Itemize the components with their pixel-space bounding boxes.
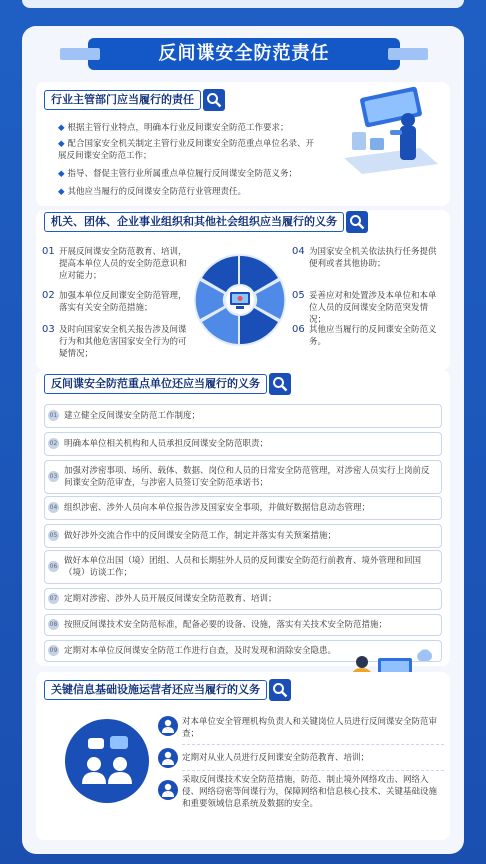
section-1-item: ◆ 其他应当履行的反间谍安全防范行业管理责任。 bbox=[58, 187, 247, 197]
section-3-heading bbox=[44, 374, 291, 394]
magnifier-icon bbox=[203, 89, 225, 111]
section-4-item: 定期对从业人员进行反间谍安全防范教育、培训； bbox=[182, 753, 370, 763]
duty-row: 06 做好本单位出国（境）团组、人员和长期驻外人员的反间谍安全防范行前教育、境外管理和回国（境）访谈工作； bbox=[44, 550, 442, 584]
duty-item: 06 其他应当履行的反间谍安全防范义务。 bbox=[292, 324, 437, 347]
duty-row: 04 组织涉密、涉外人员向本单位报告涉及国家安全事项，并做好数据信息动态管理； bbox=[44, 496, 442, 520]
top-card-edge bbox=[22, 0, 464, 8]
divider bbox=[182, 744, 444, 745]
robot-guard-screen-icon bbox=[342, 86, 442, 176]
magnifier-icon bbox=[346, 211, 368, 233]
duty-item: 03 及时向国家安全机关报告涉及间谍行为和其他危害国家安全行为的可疑情况； bbox=[42, 324, 187, 359]
duty-row: 08 按照反间谍技术安全防范标准，配备必要的设备、设施，落实有关技术安全防范措施； bbox=[44, 614, 442, 636]
people-meeting-icon bbox=[64, 718, 150, 804]
person-icon bbox=[158, 748, 178, 768]
duty-row: 05 做好涉外交流合作中的反间谍安全防范工作，制定并落实有关预案措施； bbox=[44, 524, 442, 548]
section-1-item: ◆ 配合国家安全机关制定主管行业反间谍安全防范重点单位名录、开展反间谍安全防范工作； bbox=[58, 139, 315, 161]
duty-row: 01 建立健全反间谍安全防范工作制度； bbox=[44, 404, 442, 428]
magnifier-icon bbox=[269, 373, 291, 395]
section-4-item: 采取反间谍技术安全防范措施，防范、制止境外网络攻击、网络入侵、网络窃密等间谍行为，保障网络和信息核心技术、关键基础设施和重要领域信息系统及数据的安全。 bbox=[182, 775, 438, 809]
duty-row: 09 定期对本单位反间谍安全防范工作进行自查，及时发现和消除安全隐患。 bbox=[44, 640, 442, 662]
security-wheel-icon bbox=[192, 252, 288, 348]
section-1-heading bbox=[44, 90, 225, 110]
duty-row: 03 加强对涉密事项、场所、载体、数据、岗位和人员的日常安全防范管理，对涉密人员实行上岗前反间谍安全防范审查，与涉密人员签订安全防范承诺书； bbox=[44, 460, 442, 494]
section-1-item: ◆ 根据主管行业特点，明确本行业反间谍安全防范工作要求； bbox=[58, 123, 289, 133]
section-4-heading bbox=[44, 680, 291, 700]
person-icon bbox=[158, 780, 178, 800]
section-4-title: 关键信息基础设施运营者还应当履行的义务 bbox=[44, 680, 267, 700]
section-3-title: 反间谍安全防范重点单位还应当履行的义务 bbox=[44, 374, 267, 394]
duty-item: 01 开展反间谍安全防范教育、培训，提高本单位人员的安全防范意识和应对能力； bbox=[42, 246, 187, 281]
duty-item: 04 为国家安全机关依法执行任务提供便利或者其他协助； bbox=[292, 246, 437, 269]
section-1-item: ◆ 指导、督促主管行业所属重点单位履行反间谍安全防范义务； bbox=[58, 169, 298, 179]
person-icon bbox=[158, 716, 178, 736]
title-banner bbox=[88, 38, 400, 70]
page-title: 反间谍安全防范责任 bbox=[158, 43, 330, 64]
section-2-heading bbox=[44, 212, 368, 232]
duty-item: 02 加强本单位反间谍安全防范管理，落实有关安全防范措施； bbox=[42, 290, 187, 313]
duty-row: 07 定期对涉密、涉外人员开展反间谍安全防范教育、培训； bbox=[44, 588, 442, 610]
divider bbox=[182, 770, 444, 771]
duty-row: 02 明确本单位相关机构和人员承担反间谍安全防范职责； bbox=[44, 432, 442, 456]
duty-item: 05 妥善应对和处置涉及本单位和本单位人员的反间谍安全防范突发情况； bbox=[292, 290, 437, 325]
section-2-title: 机关、团体、企业事业组织和其他社会组织应当履行的义务 bbox=[44, 212, 344, 232]
magnifier-icon bbox=[269, 679, 291, 701]
section-1-title: 行业主管部门应当履行的责任 bbox=[44, 90, 201, 110]
section-4-item: 对本单位安全管理机构负责人和关键岗位人员进行反间谍安全防范审查； bbox=[182, 717, 438, 739]
